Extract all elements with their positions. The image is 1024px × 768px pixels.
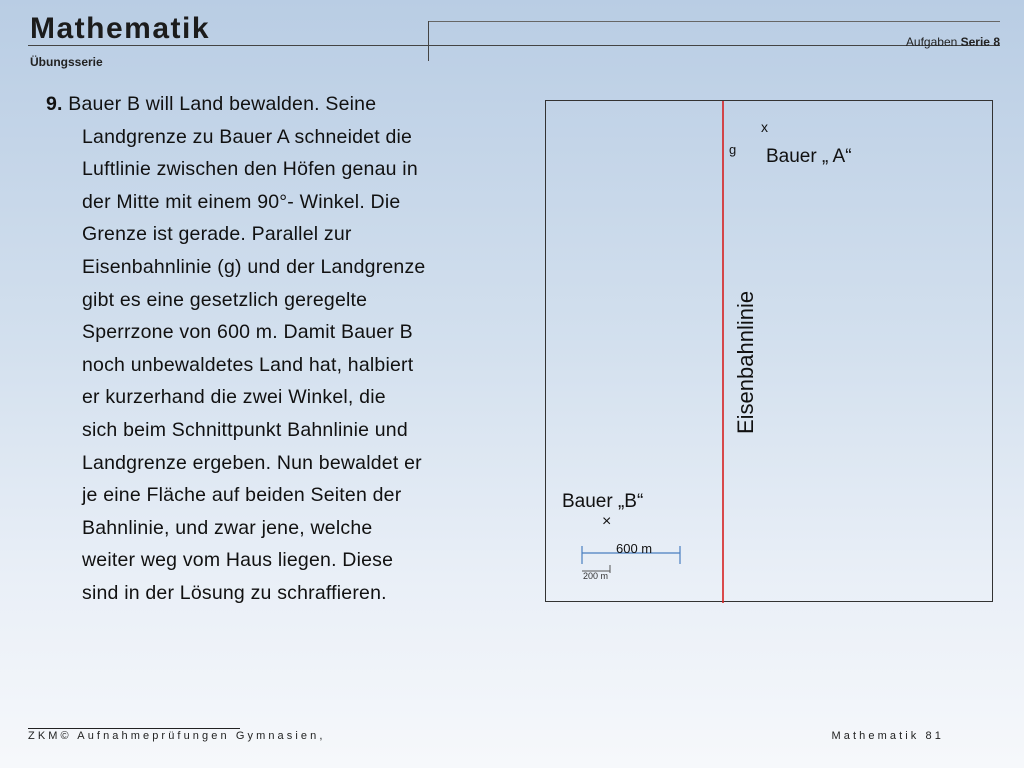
task-line-text: Bauer B will Land bewalden. Seine bbox=[68, 93, 377, 115]
task-line: Landgrenze ergeben. Nun bewaldet er bbox=[82, 451, 422, 474]
farmer-a-marker: x bbox=[761, 119, 768, 135]
scale-large-label: 600 m bbox=[616, 541, 653, 556]
task-line: je eine Fläche auf beiden Seiten der bbox=[82, 484, 402, 507]
header-divider bbox=[28, 45, 1000, 46]
task-line bbox=[46, 88, 506, 121]
footer-page-label: Mathematik 81 bbox=[831, 730, 944, 742]
task-line: Eisenbahnlinie (g) und der Landgrenze bbox=[82, 255, 426, 278]
task-line: der Mitte mit einem 90°- Winkel. Die bbox=[82, 190, 401, 213]
task-line: Landgrenze zu Bauer A schneidet die bbox=[82, 125, 413, 148]
header-divider-vertical bbox=[428, 21, 429, 61]
figure-frame bbox=[545, 100, 993, 602]
series-prefix: Aufgaben bbox=[905, 35, 961, 49]
railway-label: Eisenbahnlinie bbox=[733, 290, 758, 434]
farmer-b-label: Bauer „B“ bbox=[562, 491, 644, 512]
series-number: Serie 8 bbox=[960, 35, 1000, 49]
series-label bbox=[906, 35, 1000, 49]
task-line: Sperrzone von 600 m. Damit Bauer B bbox=[82, 321, 413, 344]
header-divider-top bbox=[428, 21, 1000, 22]
task-line: Grenze ist gerade. Parallel zur bbox=[82, 223, 352, 246]
line-g-label: g bbox=[729, 142, 737, 157]
task-text bbox=[46, 88, 506, 610]
task-line: weiter weg vom Haus liegen. Diese bbox=[82, 549, 394, 572]
farmer-a-label: Bauer „ A“ bbox=[766, 146, 852, 167]
task-line: sich beim Schnittpunkt Bahnlinie und bbox=[82, 418, 408, 441]
page-title: Mathematik bbox=[30, 12, 211, 45]
footer-divider bbox=[28, 728, 240, 729]
task-line: gibt es eine gesetzlich geregelte bbox=[82, 288, 368, 311]
task-line: sind in der Lösung zu schraffieren. bbox=[82, 581, 387, 604]
page-subtitle: Übungsserie bbox=[30, 55, 103, 69]
task-line: er kurzerhand die zwei Winkel, die bbox=[82, 386, 386, 409]
footer-left-text: ZKM© Aufnahmeprüfungen Gymnasien, bbox=[28, 730, 326, 742]
task-line: Bahnlinie, und zwar jene, welche bbox=[82, 516, 373, 539]
task-line: Luftlinie zwischen den Höfen genau in bbox=[82, 158, 418, 181]
figure-drawing bbox=[546, 101, 994, 603]
task-line: noch unbewaldetes Land hat, halbiert bbox=[82, 353, 414, 376]
task-number: 9. bbox=[46, 93, 63, 115]
farmer-b-marker: × bbox=[602, 513, 612, 530]
scale-small-label: 200 m bbox=[583, 571, 609, 581]
